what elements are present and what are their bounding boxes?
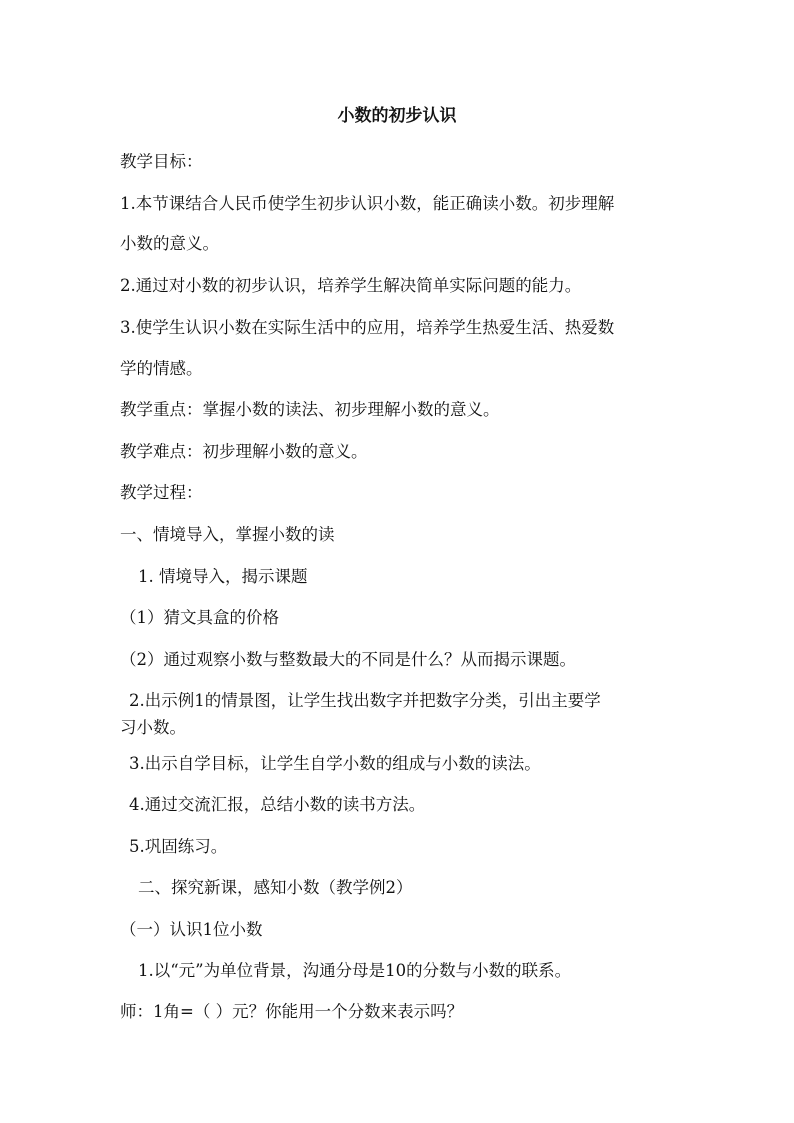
objective-1-line-2: 小数的意义。 <box>120 234 219 253</box>
key-points: 教学重点：掌握小数的读法、初步理解小数的意义。 <box>120 400 500 419</box>
step-2-line-2: 习小数。 <box>120 718 186 737</box>
part-2-heading: 二、探究新课，感知小数（教学例2） <box>138 878 413 897</box>
step-2-line-1: 2.出示例1的情景图，让学生找出数字并把数字分类，引出主要学 <box>129 691 601 710</box>
part-1-heading: 一、情境导入，掌握小数的读 <box>120 525 335 544</box>
step-4: 4.通过交流汇报，总结小数的读书方法。 <box>129 795 426 814</box>
subsection-1-heading: （一）认识1位小数 <box>120 920 263 939</box>
step-1: 1. 情境导入，揭示课题 <box>138 567 308 586</box>
difficult-points: 教学难点：初步理解小数的意义。 <box>120 442 368 461</box>
teacher-question: 师：1角=（ ）元？你能用一个分数来表示吗？ <box>120 1002 464 1021</box>
objective-3-line-1: 3.使学生认识小数在实际生活中的应用，培养学生热爱生活、热爱数 <box>120 318 615 337</box>
step-5: 5.巩固练习。 <box>129 837 228 856</box>
step-1-sub-1: （1）猜文具盒的价格 <box>120 608 279 627</box>
section-objectives-heading: 教学目标： <box>120 152 203 171</box>
objective-1-line-1: 1.本节课结合人民币使学生初步认识小数，能正确读小数。初步理解 <box>120 194 615 213</box>
subsection-1-step-1: 1.以“元”为单位背景，沟通分母是10的分数与小数的联系。 <box>138 961 572 980</box>
step-1-sub-2: （2）通过观察小数与整数最大的不同是什么？从而揭示课题。 <box>120 650 576 669</box>
document-title: 小数的初步认识 <box>337 106 457 126</box>
objective-2: 2.通过对小数的初步认识，培养学生解决简单实际问题的能力。 <box>120 276 582 295</box>
section-process-heading: 教学过程： <box>120 483 203 502</box>
objective-3-line-2: 学的情感。 <box>120 359 203 378</box>
step-3: 3.出示自学目标，让学生自学小数的组成与小数的读法。 <box>129 754 541 773</box>
